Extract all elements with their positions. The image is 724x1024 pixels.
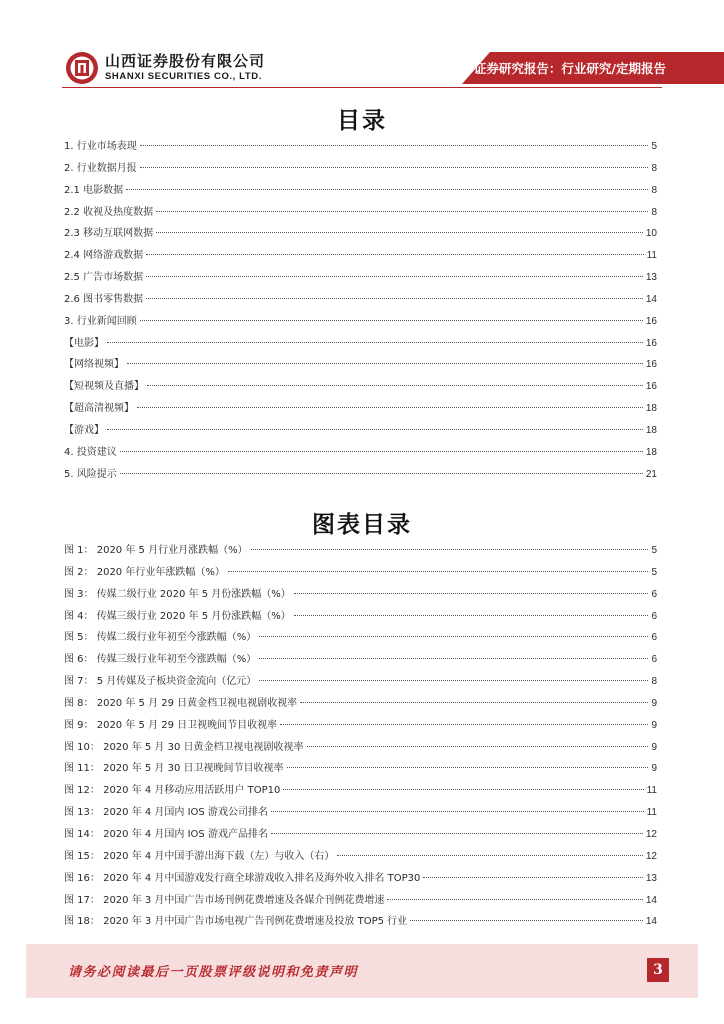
toc-entry[interactable]: 1. 行业市场表现 5 <box>64 141 657 152</box>
leader-dots <box>307 746 649 747</box>
leader-dots <box>251 549 649 550</box>
company-name-cn: 山西证券股份有限公司 <box>105 52 266 70</box>
leader-dots <box>140 167 649 168</box>
leader-dots <box>410 920 643 921</box>
leader-dots <box>146 276 643 277</box>
header-divider <box>62 87 662 88</box>
figure-entry[interactable]: 图 14： 2020 年 4 月国内 IOS 游戏产品排名 12 <box>64 828 657 840</box>
toc-entry[interactable]: 【网络视频】 16 <box>64 359 657 371</box>
company-logo-icon <box>64 50 100 86</box>
leader-dots <box>423 877 643 878</box>
figure-entry[interactable]: 图 3： 传媒二级行业 2020 年 5 月份涨跌幅（%） 6 <box>64 588 657 600</box>
figure-entry[interactable]: 图 12： 2020 年 4 月移动应用活跃用户 TOP10 11 <box>64 785 657 797</box>
leader-dots <box>107 342 643 343</box>
leader-dots <box>120 473 643 474</box>
toc-entry[interactable]: 5. 风险提示 21 <box>64 468 657 480</box>
figures-title: 图表目录 <box>312 511 412 538</box>
figure-entry[interactable]: 图 15： 2020 年 4 月中国手游出海下载（左）与收入（右） 12 <box>64 850 657 862</box>
toc-entry[interactable]: 3. 行业新闻回顾 16 <box>64 315 657 327</box>
toc-entry[interactable]: 2.3 移动互联网数据 10 <box>64 228 657 240</box>
leader-dots <box>271 833 643 834</box>
leader-dots <box>387 899 642 900</box>
leader-dots <box>120 451 643 452</box>
figure-entry[interactable]: 图 17： 2020 年 3 月中国广告市场刊例花费增速及各媒介刊例花费增速 14 <box>64 894 657 906</box>
page-number: 3 <box>647 958 669 982</box>
leader-dots <box>259 636 648 637</box>
figure-entry[interactable]: 图 18： 2020 年 3 月中国广告市场电视广告刊例花费增速及投放 TOP5 行业 14 <box>64 916 657 928</box>
figure-entry[interactable]: 图 4： 传媒三级行业 2020 年 5 月份涨跌幅（%） 6 <box>64 610 657 622</box>
leader-dots <box>294 615 649 616</box>
toc-entry[interactable]: 2. 行业数据月报 8 <box>64 162 657 174</box>
toc-entry[interactable]: 2.2 收视及热度数据 8 <box>64 206 657 218</box>
leader-dots <box>147 385 643 386</box>
figure-list <box>64 540 657 933</box>
leader-dots <box>140 145 649 146</box>
figure-entry[interactable]: 图 13： 2020 年 4 月国内 IOS 游戏公司排名 11 <box>64 807 657 819</box>
leader-dots <box>156 232 643 233</box>
leader-dots <box>137 407 643 408</box>
leader-dots <box>259 658 648 659</box>
toc-entry[interactable]: 【短视频及直播】 16 <box>64 381 657 393</box>
toc-entry[interactable]: 2.6 图书零售数据 14 <box>64 293 657 305</box>
leader-dots <box>140 320 643 321</box>
toc-entry[interactable]: 【电影】 16 <box>64 337 657 349</box>
figure-entry[interactable]: 图 11： 2020 年 5 月 30 日卫视晚间节目收视率 9 <box>64 763 657 775</box>
leader-dots <box>294 593 649 594</box>
toc-list <box>64 136 657 486</box>
figure-entry[interactable]: 图 1： 2020 年 5 月行业月涨跌幅（%） 5 <box>64 545 657 556</box>
toc-title: 目录 <box>337 107 387 134</box>
leader-dots <box>271 811 644 812</box>
figure-entry[interactable]: 图 5： 传媒二级行业年初至今涨跌幅（%） 6 <box>64 632 657 644</box>
page-header <box>0 0 724 92</box>
leader-dots <box>107 429 643 430</box>
leader-dots <box>280 724 648 725</box>
report-type-label: 证券研究报告：行业研究/定期报告 <box>473 61 666 76</box>
leader-dots <box>127 363 643 364</box>
figure-entry[interactable]: 图 16： 2020 年 4 月中国游戏发行商全球游戏收入排名及海外收入排名 TOP30 13 <box>64 872 657 884</box>
company-name-en: SHANXI SECURITIES CO., LTD. <box>105 71 262 82</box>
figure-entry[interactable]: 图 9： 2020 年 5 月 29 日卫视晚间节目收视率 9 <box>64 719 657 731</box>
toc-entry[interactable]: 2.5 广告市场数据 13 <box>64 272 657 284</box>
leader-dots <box>228 571 649 572</box>
disclaimer-notice: 请务必阅读最后一页股票评级说明和免责声明 <box>68 965 359 980</box>
figure-entry[interactable]: 图 6： 传媒三级行业年初至今涨跌幅（%） 6 <box>64 654 657 666</box>
toc-entry[interactable]: 【超高清视频】 18 <box>64 403 657 415</box>
leader-dots <box>283 789 643 790</box>
leader-dots <box>337 855 642 856</box>
figure-entry[interactable]: 图 2： 2020 年行业年涨跌幅（%） 5 <box>64 566 657 578</box>
leader-dots <box>146 298 643 299</box>
leader-dots <box>259 680 648 681</box>
toc-entry[interactable]: 【游戏】 18 <box>64 424 657 436</box>
leader-dots <box>126 189 648 190</box>
figure-entry[interactable]: 图 7： 5 月传媒及子板块资金流向（亿元） 8 <box>64 676 657 688</box>
leader-dots <box>146 254 644 255</box>
toc-entry[interactable]: 4. 投资建议 18 <box>64 446 657 458</box>
leader-dots <box>300 702 648 703</box>
figure-entry[interactable]: 图 8： 2020 年 5 月 29 日黄金档卫视电视剧收视率 9 <box>64 697 657 709</box>
leader-dots <box>156 211 648 212</box>
toc-entry[interactable]: 2.1 电影数据 8 <box>64 184 657 196</box>
leader-dots <box>287 767 649 768</box>
toc-entry[interactable]: 2.4 网络游戏数据 11 <box>64 250 657 262</box>
page-footer <box>26 944 698 998</box>
figure-entry[interactable]: 图 10： 2020 年 5 月 30 日黄金档卫视电视剧收视率 9 <box>64 741 657 753</box>
